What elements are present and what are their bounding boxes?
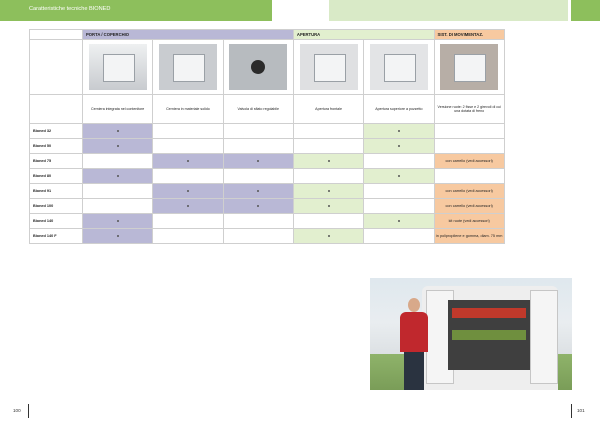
feature-cell [153,214,223,229]
feature-cell [153,139,223,154]
feature-row-label [30,95,83,124]
feature-cell [364,229,434,244]
spec-table [29,29,505,244]
header-bar-light [329,0,568,21]
table-row [30,214,505,229]
model-name: Bioned 50 [30,139,83,154]
check-dot-icon [257,190,259,192]
check-dot-icon [257,160,259,162]
model-name: Bioned 91 [30,184,83,199]
feature-label: Cerniera integrata nel contenitore [83,95,153,124]
feature-cell [293,139,363,154]
model-name: Bioned 80 [30,169,83,184]
feature-cell [293,214,363,229]
photo-person [400,298,428,390]
group-header-opening: APERTURA [293,30,434,40]
movement-note: con carrello (vedi accessori) [434,184,504,199]
movement-note: con carrello (vedi accessori) [434,154,504,169]
table-row [30,184,505,199]
check-dot-icon [328,205,330,207]
feature-cell [364,214,434,229]
model-name: Bioned 100 [30,199,83,214]
page-number-left: 100 [13,408,21,413]
feature-label: Valvola di sfiato regolabile [223,95,293,124]
page-number-right: 101 [577,408,585,413]
feature-cell [83,154,153,169]
image-row-label [30,40,83,95]
movement-note [434,124,504,139]
feature-cell [293,154,363,169]
table-row [30,139,505,154]
feature-cell [293,229,363,244]
photo-person-body [400,312,428,352]
feature-cell [153,229,223,244]
model-name: Bioned 75 [30,154,83,169]
product-image-6 [434,40,504,95]
feature-label: Cerniera in materiale solido [153,95,223,124]
movement-note: con carrello (vedi accessori) [434,199,504,214]
movement-note: in polipropilene e gomma, diam. 75 mm [434,229,504,244]
check-dot-icon [398,145,400,147]
table-corner [30,30,83,40]
photo-person-legs [404,352,424,390]
product-image-4 [293,40,363,95]
product-image-3 [223,40,293,95]
header-corner [571,0,600,21]
feature-cell [364,154,434,169]
check-dot-icon [117,130,119,132]
model-name: Bioned 32 [30,124,83,139]
feature-cell [223,199,293,214]
table-row [30,229,505,244]
product-image-5 [364,40,434,95]
check-dot-icon [187,205,189,207]
feature-cell [83,139,153,154]
feature-cell [83,169,153,184]
group-header-movement: SIST. DI MOVIMENTAZ. [434,30,504,40]
feature-cell [293,199,363,214]
photo-person-head [408,298,420,312]
check-dot-icon [117,220,119,222]
feature-cell [83,214,153,229]
check-dot-icon [328,190,330,192]
group-header-door: PORTA / COPERCHIO [83,30,294,40]
model-name: Bioned 140 [30,214,83,229]
header-title: Caratteristiche tecniche BIONED [29,6,111,12]
feature-cell [223,214,293,229]
feature-label: Apertura frontale [293,95,363,124]
check-dot-icon [257,205,259,207]
check-dot-icon [187,190,189,192]
feature-cell [364,169,434,184]
movement-note: kit ruote (vedi accessori) [434,214,504,229]
check-dot-icon [398,130,400,132]
photo-shelf [452,330,526,340]
feature-label: Apertura superiore a pozzetto [364,95,434,124]
feature-cell [223,229,293,244]
model-rows [30,124,505,244]
feature-cell [153,154,223,169]
feature-cell [223,169,293,184]
model-name: Bioned 140 F [30,229,83,244]
movement-note [434,169,504,184]
feature-cell [293,169,363,184]
feature-cell [364,199,434,214]
check-dot-icon [328,160,330,162]
van-photo [370,278,572,390]
check-dot-icon [117,145,119,147]
feature-cell [83,199,153,214]
product-image-2 [153,40,223,95]
feature-cell [364,124,434,139]
feature-cell [153,199,223,214]
check-dot-icon [187,160,189,162]
page-tick-left [28,404,29,418]
feature-cell [223,184,293,199]
feature-cell [223,154,293,169]
table-row [30,169,505,184]
feature-cell [293,184,363,199]
check-dot-icon [117,175,119,177]
check-dot-icon [117,235,119,237]
photo-van-door-right [530,290,558,384]
product-image-1 [83,40,153,95]
movement-note [434,139,504,154]
check-dot-icon [398,175,400,177]
feature-cell [83,229,153,244]
feature-cell [223,139,293,154]
check-dot-icon [328,235,330,237]
feature-cell [153,169,223,184]
feature-cell [293,124,363,139]
table-row [30,154,505,169]
feature-cell [223,124,293,139]
page-tick-right [571,404,572,418]
check-dot-icon [398,220,400,222]
feature-cell [364,184,434,199]
photo-shelf [452,308,526,318]
table-row [30,124,505,139]
feature-cell [83,184,153,199]
feature-cell [364,139,434,154]
feature-cell [83,124,153,139]
table-row [30,199,505,214]
feature-cell [153,124,223,139]
feature-label: Versione ruote: 2 fisse e 2 girevoli di cui una dotata di freno [434,95,504,124]
feature-cell [153,184,223,199]
header-bar [0,0,272,21]
